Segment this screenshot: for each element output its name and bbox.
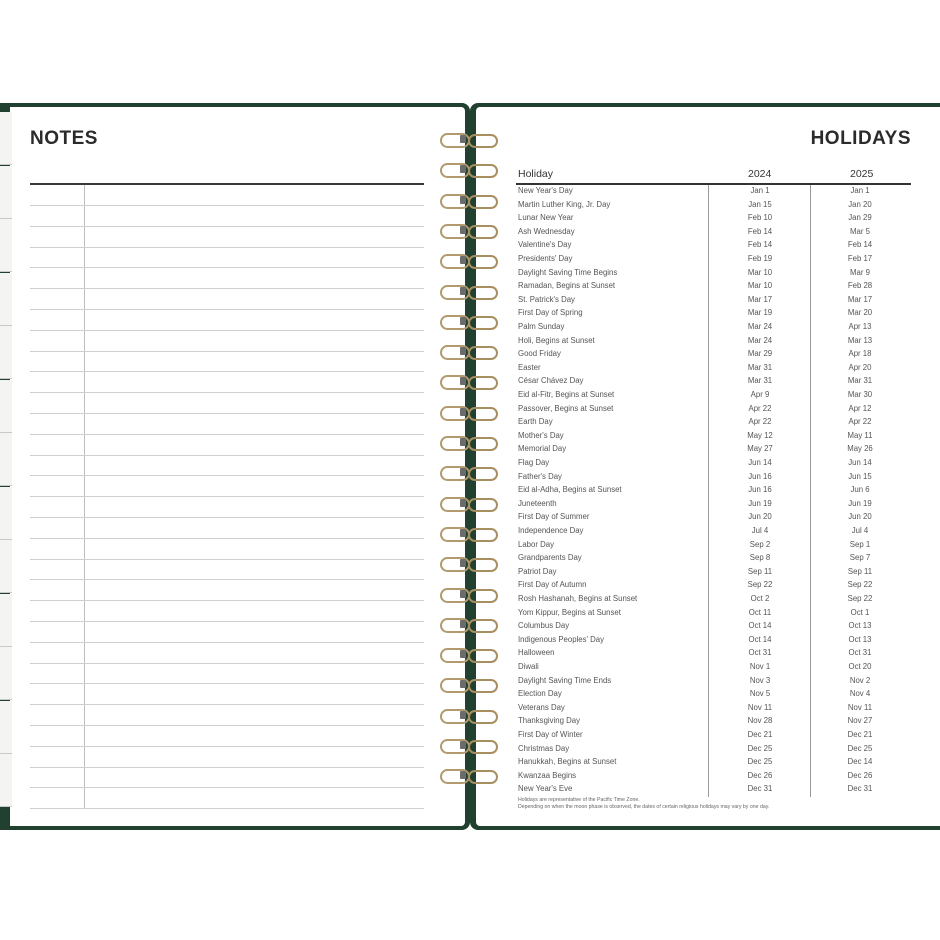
holiday-name: Easter — [518, 362, 541, 372]
spiral-coil — [440, 495, 500, 511]
date-2025: Oct 31 — [848, 648, 872, 658]
notes-line — [30, 330, 424, 331]
date-2025: Dec 21 — [847, 730, 873, 739]
holiday-name: Veterans Day — [518, 702, 565, 712]
spiral-coil — [440, 343, 500, 359]
date-2024: Jul 4 — [751, 526, 769, 535]
month-tab[interactable] — [0, 219, 12, 272]
notes-line — [30, 413, 424, 414]
holiday-name: Mother's Day — [518, 430, 564, 440]
holiday-row — [518, 565, 911, 579]
notes-line — [30, 787, 424, 788]
notes-line — [30, 226, 424, 227]
holiday-name: Valentine's Day — [518, 240, 572, 250]
holiday-name: Diwali — [518, 662, 539, 671]
date-2024: Oct 14 — [748, 621, 772, 631]
holiday-row — [518, 524, 911, 538]
date-2024: Apr 22 — [748, 403, 772, 413]
notes-line — [30, 351, 424, 352]
date-2025: Mar 17 — [847, 294, 873, 304]
date-2024: Sep 2 — [749, 539, 771, 549]
notes-line — [30, 392, 424, 393]
holiday-row — [518, 429, 911, 443]
date-2025: Nov 11 — [847, 702, 873, 712]
notes-line — [30, 808, 424, 809]
spiral-coil — [440, 646, 500, 662]
footnote-moon-phase: Depending on when the moon phase is observed, the dates of certain religious holidays may vary by one day. — [518, 804, 770, 810]
month-tab[interactable] — [0, 701, 12, 754]
holiday-row — [518, 320, 911, 334]
notes-title: NOTES — [30, 128, 98, 149]
date-2025: Jun 15 — [848, 471, 872, 481]
holiday-row — [518, 728, 911, 742]
notes-line — [30, 683, 424, 684]
holiday-name: Flag Day — [518, 458, 550, 467]
date-2025: Mar 9 — [850, 267, 870, 277]
month-tab[interactable] — [0, 433, 12, 486]
date-2024: Mar 24 — [747, 322, 773, 331]
date-2024: Nov 5 — [749, 689, 771, 699]
holiday-name: Good Friday — [518, 349, 561, 359]
holiday-row — [518, 633, 911, 647]
spiral-coil — [440, 313, 500, 329]
year-2025-header: 2025 — [850, 168, 874, 180]
footnote-timezone: Holidays are representative of the Pacific Time Zone. — [518, 797, 640, 803]
date-2024: Oct 11 — [748, 607, 772, 617]
holiday-row — [518, 538, 911, 552]
date-2024: Feb 10 — [747, 213, 773, 223]
date-2024: Feb 14 — [747, 226, 773, 236]
spiral-coil — [440, 434, 500, 450]
holiday-row — [518, 742, 911, 756]
holiday-row — [518, 551, 911, 565]
date-2025: Feb 28 — [847, 281, 873, 291]
holidays-title: HOLIDAYS — [810, 128, 911, 149]
holiday-name: New Year's Day — [518, 186, 573, 195]
holiday-name: Father's Day — [518, 471, 562, 481]
holiday-row — [518, 442, 911, 456]
date-2024: Jun 16 — [748, 485, 772, 495]
holiday-row — [518, 701, 911, 715]
notes-line — [30, 371, 424, 372]
date-2024: Jan 1 — [750, 186, 770, 195]
month-tab[interactable] — [0, 594, 12, 647]
holiday-row — [518, 578, 911, 592]
spiral-coil — [440, 222, 500, 238]
spiral-coil — [440, 767, 500, 783]
notes-line — [30, 475, 424, 476]
holiday-name: Ramadan, Begins at Sunset — [518, 281, 616, 291]
date-2025: Jan 29 — [848, 213, 872, 223]
holiday-name: Lunar New Year — [518, 213, 574, 223]
holiday-name: New Year's Eve — [518, 784, 573, 794]
holiday-row — [518, 483, 911, 497]
month-tabs — [0, 112, 12, 812]
holiday-row — [518, 361, 911, 375]
spiral-coil — [440, 252, 500, 268]
notes-line — [30, 434, 424, 435]
holiday-name: Juneteenth — [518, 498, 557, 508]
spiral-coil — [440, 192, 500, 208]
holiday-row — [518, 306, 911, 320]
notes-line — [30, 579, 424, 580]
spiral-coil — [440, 404, 500, 420]
spiral-coil — [440, 586, 500, 602]
holiday-name: Daylight Saving Time Ends — [518, 675, 612, 685]
date-2024: Apr 22 — [748, 417, 772, 427]
date-2024: Sep 22 — [747, 580, 773, 590]
date-2025: Apr 22 — [848, 417, 872, 427]
notes-page — [10, 107, 465, 826]
notes-line — [30, 288, 424, 289]
date-2025: Jun 20 — [848, 512, 872, 522]
holiday-name: Presidents' Day — [518, 254, 573, 263]
notes-line — [30, 455, 424, 456]
date-2025: Sep 11 — [847, 566, 873, 576]
date-2024: Mar 17 — [747, 294, 773, 304]
date-2024: Jan 15 — [748, 199, 772, 209]
holiday-row — [518, 266, 911, 280]
date-2025: Feb 17 — [847, 254, 873, 263]
month-tab[interactable] — [0, 487, 12, 540]
holiday-name: Thanksgiving Day — [518, 716, 580, 726]
date-2024: Dec 21 — [747, 730, 773, 739]
notes-line — [30, 496, 424, 497]
date-2025: Mar 30 — [847, 390, 873, 399]
date-2024: Feb 14 — [747, 240, 773, 250]
date-2024: Mar 10 — [747, 281, 773, 291]
holiday-name: Election Day — [518, 689, 562, 699]
date-2024: Oct 31 — [748, 648, 772, 658]
holiday-name: First Day of Autumn — [518, 580, 587, 590]
notes-line — [30, 205, 424, 206]
holiday-row — [518, 279, 911, 293]
date-2025: Nov 27 — [847, 716, 873, 726]
date-2024: Sep 11 — [747, 566, 773, 576]
holiday-name: Halloween — [518, 648, 555, 658]
date-2025: Mar 31 — [847, 376, 873, 386]
holiday-name: Holi, Begins at Sunset — [518, 335, 595, 345]
holiday-row — [518, 402, 911, 416]
holiday-row — [518, 211, 911, 225]
holiday-row — [518, 198, 911, 212]
holiday-name: Eid al-Adha, Begins at Sunset — [518, 485, 622, 495]
holiday-name: Christmas Day — [518, 743, 570, 753]
holiday-row — [518, 769, 911, 783]
notes-line — [30, 642, 424, 643]
date-2025: Oct 20 — [848, 662, 872, 671]
holiday-row — [518, 714, 911, 728]
date-2024: Sep 8 — [749, 553, 771, 563]
date-2024: Mar 10 — [747, 267, 773, 277]
holiday-row — [518, 456, 911, 470]
date-2025: Apr 12 — [848, 403, 872, 413]
holiday-row — [518, 238, 911, 252]
date-2025: Apr 13 — [848, 322, 872, 331]
date-2025: Jan 20 — [848, 199, 872, 209]
holiday-row — [518, 184, 911, 198]
spiral-coil — [440, 555, 500, 571]
date-2025: Mar 5 — [850, 226, 870, 236]
holiday-name: César Chávez Day — [518, 376, 584, 386]
date-2025: Sep 22 — [847, 580, 873, 590]
date-2024: Dec 26 — [747, 770, 773, 780]
date-2025: Apr 20 — [848, 362, 872, 372]
year-2024-header: 2024 — [748, 168, 772, 180]
date-2025: Jan 1 — [850, 186, 870, 195]
holiday-row — [518, 646, 911, 660]
holiday-name: Independence Day — [518, 526, 584, 535]
date-2024: Nov 3 — [749, 675, 771, 685]
date-2025: Sep 7 — [849, 553, 871, 563]
date-2024: Mar 24 — [747, 335, 773, 345]
date-2025: Jun 14 — [848, 458, 872, 467]
notes-header-rule — [30, 183, 424, 185]
month-tab[interactable] — [0, 326, 12, 379]
holiday-row — [518, 334, 911, 348]
holiday-name: Memorial Day — [518, 444, 567, 454]
holiday-name: Columbus Day — [518, 621, 570, 631]
holiday-row — [518, 674, 911, 688]
date-2024: Oct 2 — [750, 594, 770, 603]
notes-line — [30, 746, 424, 747]
notes-line — [30, 725, 424, 726]
spiral-coil — [440, 283, 500, 299]
date-2025: Mar 20 — [847, 308, 873, 318]
notes-line — [30, 538, 424, 539]
notes-line — [30, 247, 424, 248]
month-tab[interactable] — [0, 380, 12, 433]
date-2025: Jul 4 — [851, 526, 869, 535]
holiday-row — [518, 592, 911, 606]
notes-line — [30, 767, 424, 768]
date-2025: Dec 31 — [847, 784, 873, 794]
date-2024: Jun 16 — [748, 471, 772, 481]
date-2025: Oct 13 — [848, 634, 872, 644]
spiral-coil — [440, 464, 500, 480]
date-2025: Apr 18 — [848, 349, 872, 359]
holiday-name: Hanukkah, Begins at Sunset — [518, 757, 617, 767]
holiday-name: Eid al-Fitr, Begins at Sunset — [518, 390, 615, 399]
spiral-coil — [440, 616, 500, 632]
notes-line — [30, 559, 424, 560]
holiday-row — [518, 606, 911, 620]
holiday-row — [518, 225, 911, 239]
date-2025: Dec 14 — [847, 757, 873, 767]
date-2024: Oct 14 — [748, 634, 772, 644]
date-2025: Dec 26 — [847, 770, 873, 780]
date-2024: Nov 11 — [747, 702, 773, 712]
date-2024: Mar 31 — [747, 376, 773, 386]
date-2025: Dec 25 — [847, 743, 873, 753]
date-2025: May 11 — [847, 430, 873, 440]
date-2024: Dec 25 — [747, 757, 773, 767]
holiday-name: Kwanzaa Begins — [518, 770, 577, 780]
date-2025: Nov 2 — [849, 675, 871, 685]
spiral-coil — [440, 737, 500, 753]
date-2024: Apr 9 — [750, 390, 770, 399]
month-tab[interactable] — [0, 647, 12, 700]
date-2025: Jun 19 — [848, 498, 872, 508]
holiday-row — [518, 497, 911, 511]
holiday-name: Yom Kippur, Begins at Sunset — [518, 607, 621, 617]
holiday-name: St. Patrick's Day — [518, 294, 575, 304]
date-2024: Mar 19 — [747, 308, 773, 318]
date-2025: Sep 1 — [849, 539, 871, 549]
holiday-row — [518, 415, 911, 429]
date-2024: Dec 31 — [747, 784, 773, 794]
notes-line — [30, 600, 424, 601]
date-2025: Oct 1 — [850, 607, 870, 617]
holiday-row — [518, 347, 911, 361]
month-tab[interactable] — [0, 540, 12, 593]
holiday-row — [518, 510, 911, 524]
date-2024: Jun 19 — [748, 498, 772, 508]
spiral-coil — [440, 525, 500, 541]
spiral-coil — [440, 161, 500, 177]
date-2024: May 12 — [747, 430, 773, 440]
holiday-name: Palm Sunday — [518, 322, 565, 331]
date-2024: Dec 25 — [747, 743, 773, 753]
holiday-name: Patriot Day — [518, 566, 557, 576]
holiday-row — [518, 755, 911, 769]
date-2024: Feb 19 — [747, 254, 773, 263]
notes-line — [30, 704, 424, 705]
holiday-row — [518, 374, 911, 388]
month-tab[interactable] — [0, 166, 12, 219]
holiday-row — [518, 782, 911, 796]
holiday-name: Indigenous Peoples' Day — [518, 634, 605, 644]
month-tab[interactable] — [0, 754, 12, 807]
holiday-name: Grandparents Day — [518, 553, 582, 563]
date-2025: Feb 14 — [847, 240, 873, 250]
spiral-coil — [440, 373, 500, 389]
holiday-row — [518, 660, 911, 674]
date-2024: Mar 31 — [747, 362, 773, 372]
notes-line — [30, 517, 424, 518]
date-2024: Nov 1 — [749, 662, 771, 671]
holiday-name: Rosh Hashanah, Begins at Sunset — [518, 594, 638, 603]
holiday-row — [518, 619, 911, 633]
holiday-name: Labor Day — [518, 539, 554, 549]
month-tab[interactable] — [0, 112, 12, 165]
holiday-row — [518, 470, 911, 484]
holiday-column-header: Holiday — [518, 168, 554, 180]
date-2025: Jun 6 — [850, 485, 870, 495]
holiday-name: First Day of Summer — [518, 512, 590, 522]
holiday-row — [518, 293, 911, 307]
date-2025: Oct 13 — [848, 621, 872, 631]
date-2025: May 26 — [847, 444, 873, 454]
date-2024: Jun 14 — [748, 458, 772, 467]
holiday-name: Passover, Begins at Sunset — [518, 403, 614, 413]
date-2024: May 27 — [747, 444, 773, 454]
notes-line — [30, 621, 424, 622]
notes-line — [30, 309, 424, 310]
holiday-name: Earth Day — [518, 417, 553, 427]
month-tab[interactable] — [0, 273, 12, 326]
spiral-coil — [440, 131, 500, 147]
notes-line — [30, 663, 424, 664]
date-2025: Sep 22 — [847, 594, 873, 603]
date-2025: Mar 13 — [847, 335, 873, 345]
holiday-name: First Day of Winter — [518, 730, 583, 739]
holiday-name: Martin Luther King, Jr. Day — [518, 199, 611, 209]
spiral-coil — [440, 707, 500, 723]
holiday-row — [518, 687, 911, 701]
holiday-row — [518, 388, 911, 402]
holiday-name: First Day of Spring — [518, 308, 583, 318]
holiday-row — [518, 252, 911, 266]
spiral-coil — [440, 676, 500, 692]
date-2024: Nov 28 — [747, 716, 773, 726]
notes-line — [30, 267, 424, 268]
date-2024: Jun 20 — [748, 512, 772, 522]
date-2025: Nov 4 — [849, 689, 871, 699]
date-2024: Mar 29 — [747, 349, 773, 359]
holiday-name: Daylight Saving Time Begins — [518, 267, 618, 277]
holiday-name: Ash Wednesday — [518, 226, 575, 236]
